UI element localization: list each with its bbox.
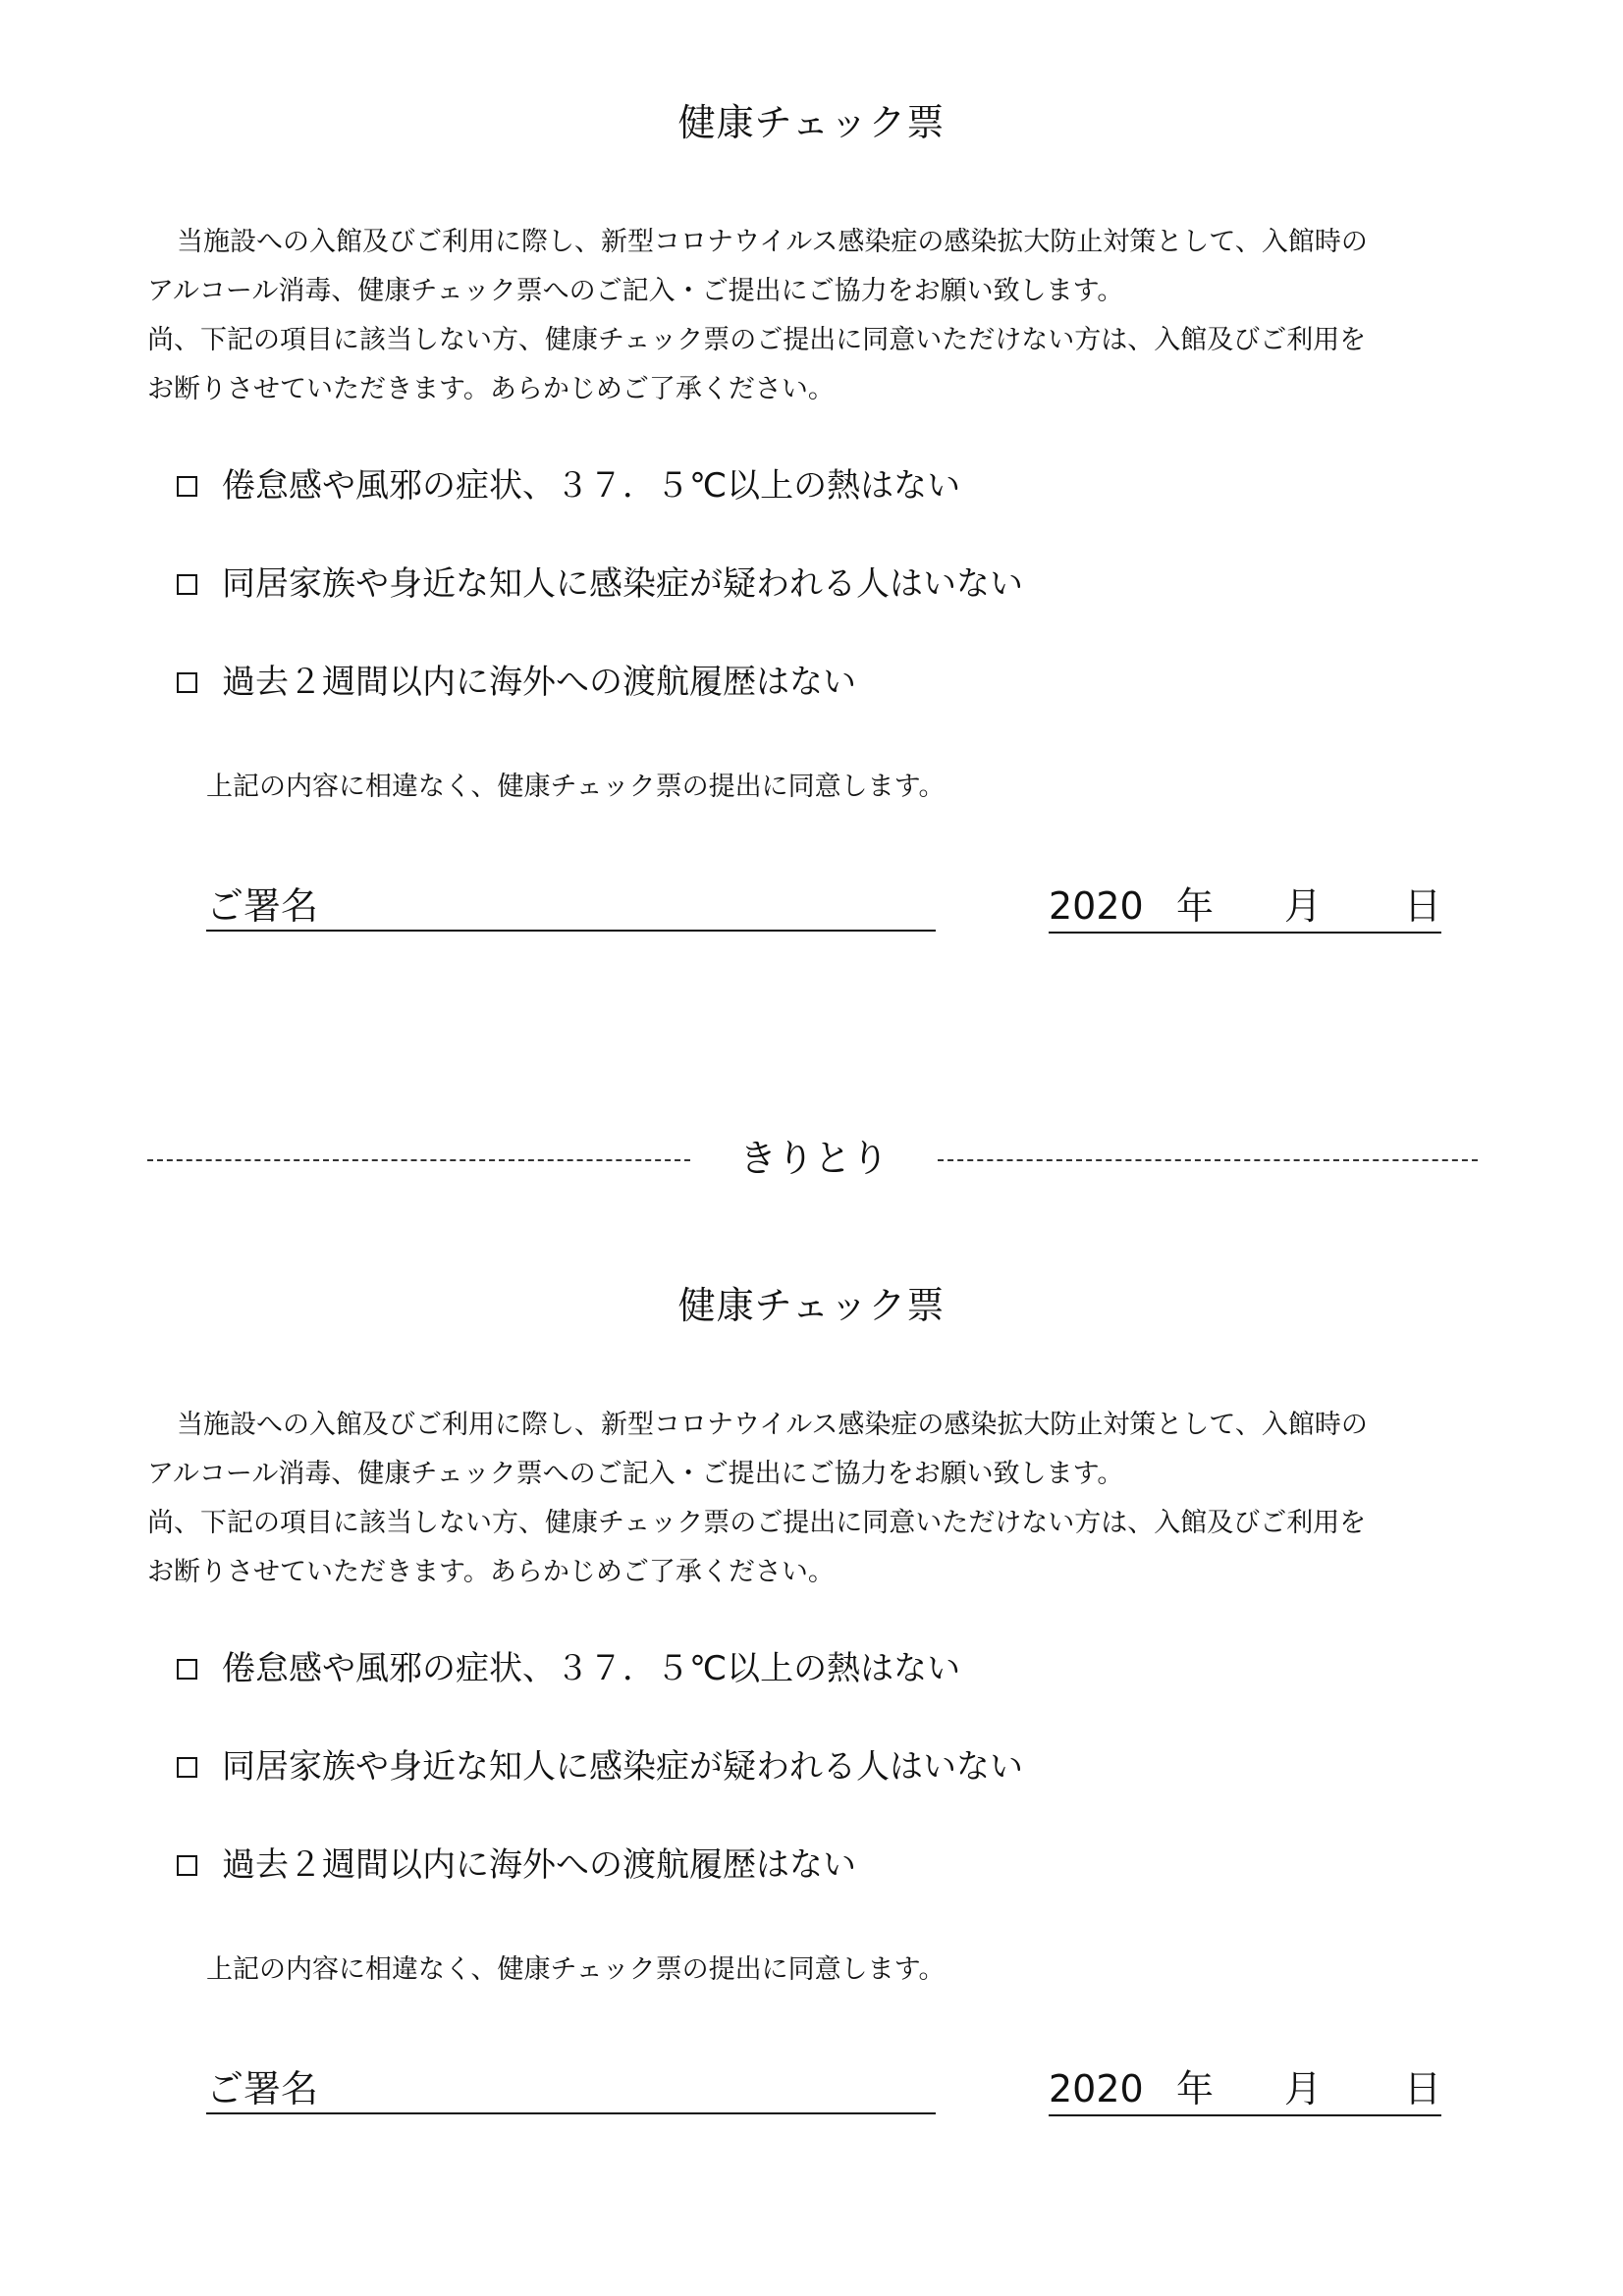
agreement-text: 上記の内容に相違なく、健康チェック票の提出に同意します。 (206, 772, 946, 802)
intro-line-4: お断りさせていただきます。あらかじめご了承ください。 (147, 1557, 835, 1587)
checkbox-contacts[interactable] (177, 574, 197, 595)
check-label-contacts: 同居家族や身近な知人に感染症が疑われる人はいない (222, 1747, 1023, 1787)
checkbox-symptoms[interactable] (177, 476, 197, 497)
date-field[interactable] (1049, 2064, 1441, 2116)
cut-label: きりとり (738, 1137, 889, 1180)
check-item-contacts (177, 560, 1453, 658)
signature-field[interactable] (206, 2112, 936, 2114)
check-item-symptoms (177, 1644, 1453, 1742)
cut-line (147, 1134, 1478, 1183)
date-year-unit: 年 (1176, 2067, 1215, 2110)
date-year: 2020 (1049, 884, 1144, 928)
date-year-unit: 年 (1176, 884, 1215, 928)
checkbox-contacts[interactable] (177, 1757, 197, 1778)
date-day-unit: 日 (1404, 2067, 1442, 2110)
form-title: 健康チェック票 (677, 101, 946, 144)
check-label-symptoms: 倦怠感や風邪の症状、３７．５℃以上の熱はない (222, 466, 961, 506)
date-day-unit: 日 (1404, 884, 1442, 928)
signature-field[interactable] (206, 930, 936, 932)
check-item-contacts (177, 1742, 1453, 1841)
form-title: 健康チェック票 (677, 1284, 946, 1327)
checkbox-symptoms[interactable] (177, 1659, 197, 1680)
agreement-text: 上記の内容に相違なく、健康チェック票の提出に同意します。 (206, 1954, 946, 1985)
check-label-travel: 過去２週間以内に海外への渡航履歴はない (222, 663, 856, 702)
intro-line-4: お断りさせていただきます。あらかじめご了承ください。 (147, 374, 835, 404)
cut-dash-right (938, 1159, 1478, 1161)
intro-line-2: アルコール消毒、健康チェック票へのご記入・ご提出にご協力をお願い致します。 (147, 276, 1124, 306)
signature-label: ご署名 (206, 884, 319, 928)
date-field[interactable] (1049, 881, 1441, 934)
health-checklist (177, 1644, 1453, 1939)
intro-text (147, 218, 1483, 414)
intro-line-3: 尚、下記の項目に該当しない方、健康チェック票のご提出に同意いただけない方は、入館及びご利用を (147, 1508, 1367, 1538)
intro-line-3: 尚、下記の項目に該当しない方、健康チェック票のご提出に同意いただけない方は、入館及びご利用を (147, 325, 1367, 355)
check-label-symptoms: 倦怠感や風邪の症状、３７．５℃以上の熱はない (222, 1649, 961, 1688)
date-month-unit: 月 (1284, 2067, 1323, 2110)
signature-label: ご署名 (206, 2067, 319, 2110)
date-year: 2020 (1049, 2067, 1144, 2110)
health-check-form-bottom (0, 1183, 1623, 2164)
cut-dash-left (147, 1159, 690, 1161)
check-label-travel: 過去２週間以内に海外への渡航履歴はない (222, 1845, 856, 1885)
check-item-symptoms (177, 461, 1453, 560)
intro-line-1: 当施設への入館及びご利用に際し、新型コロナウイルス感染症の感染拡大防止対策として、入館時の (177, 227, 1368, 257)
check-label-contacts: 同居家族や身近な知人に感染症が疑われる人はいない (222, 564, 1023, 604)
date-month-unit: 月 (1284, 884, 1323, 928)
check-item-travel (177, 1841, 1453, 1939)
check-item-travel (177, 658, 1453, 756)
health-check-form-top (0, 0, 1623, 982)
intro-text (147, 1401, 1483, 1597)
intro-line-1: 当施設への入館及びご利用に際し、新型コロナウイルス感染症の感染拡大防止対策として、入館時の (177, 1410, 1368, 1440)
checkbox-travel[interactable] (177, 1855, 197, 1876)
checkbox-travel[interactable] (177, 672, 197, 693)
health-checklist (177, 461, 1453, 756)
intro-line-2: アルコール消毒、健康チェック票へのご記入・ご提出にご協力をお願い致します。 (147, 1459, 1124, 1489)
